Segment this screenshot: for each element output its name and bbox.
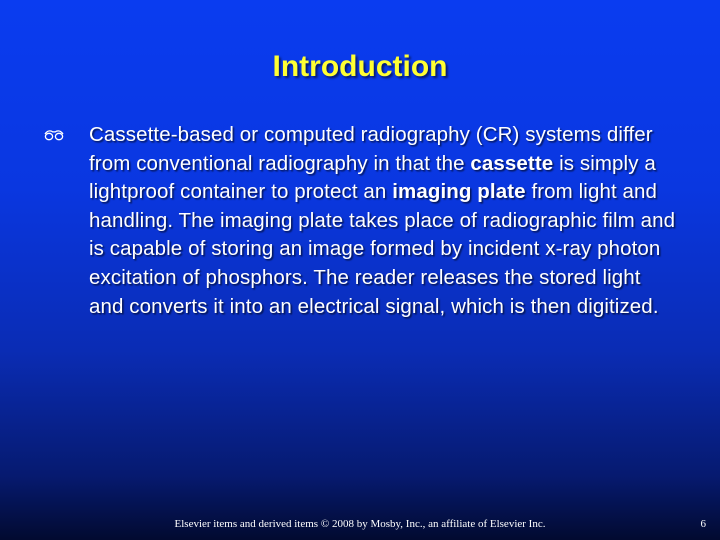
body-text-part: Cassette-based or computed radiography (CR) systems differ from conventional radiography in that the: [89, 123, 653, 175]
body-text-part: is simply a lightproof container to protect an: [89, 151, 656, 204]
body-text-bold-cassette: cassette: [470, 151, 554, 175]
eyeglasses-icon: [44, 128, 64, 142]
slide-title: Introduction: [272, 50, 448, 83]
bullet-text: [89, 121, 679, 321]
page-number: 6: [700, 518, 706, 530]
body-text-part: from light and handling. The imaging plate takes place of radiographic film and is capable of storing an image formed by incident x-ray photon excitation of phosphors. The reader releases the stored light and converts it into an electrical signal, which is then digitized.: [89, 180, 676, 318]
body-text-bold-imaging-plate: imaging plate: [392, 180, 526, 204]
copyright-footer: Elsevier items and derived items © 2008 by Mosby, Inc., an affiliate of Elsevier Inc.: [174, 518, 546, 530]
